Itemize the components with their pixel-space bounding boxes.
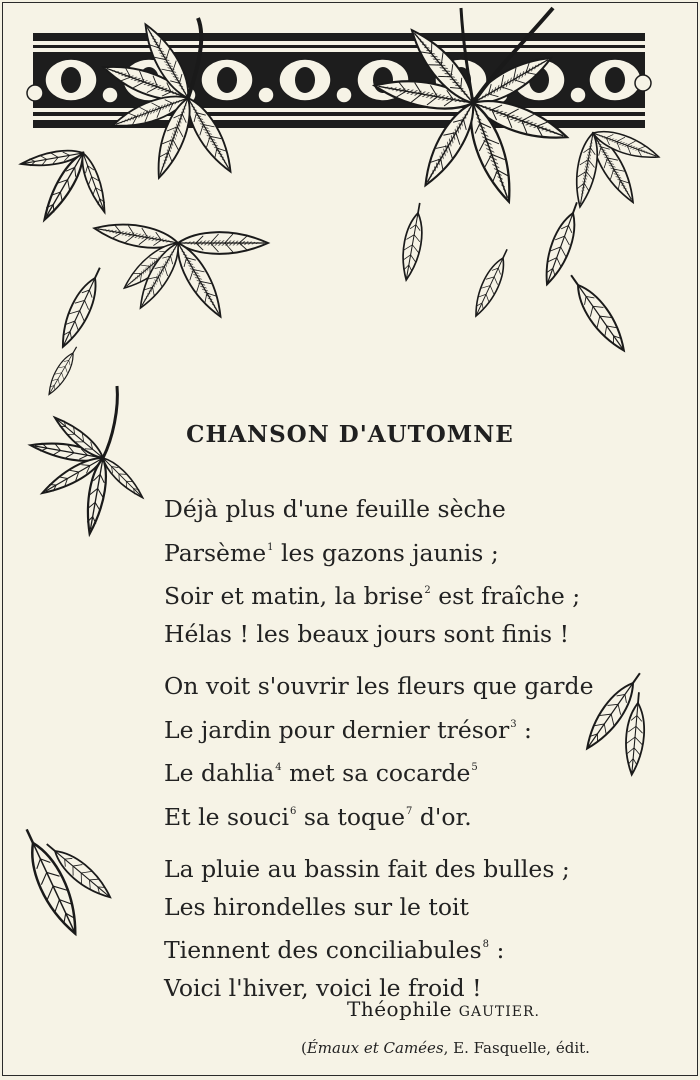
poem-line: Hélas ! les beaux jours sont finis ! <box>164 619 570 648</box>
poem-line: Le jardin pour dernier trésor$^3$ : <box>164 715 532 744</box>
footnote-marker: 2 <box>424 585 431 596</box>
source-publisher: , E. Fasquelle, édit. <box>443 1039 590 1057</box>
falling-leaf <box>44 344 82 398</box>
falling-leaf <box>538 199 585 287</box>
author-signature <box>347 997 540 1021</box>
footnote-marker: 3 <box>510 718 517 730</box>
footnote-marker: 1 <box>267 541 274 553</box>
poem-line: Voici l'hiver, voici le froid ! <box>164 973 482 1002</box>
poem-card <box>2 2 698 1076</box>
source-work: Émaux et Camées <box>306 1039 444 1057</box>
falling-leaf <box>563 270 632 357</box>
poem-line: Et le souci$^6$ sa toque$^7$ d'or. <box>164 802 472 831</box>
leaf-left-top <box>20 147 110 223</box>
chestnut-leaf-lower-left <box>29 386 146 535</box>
poem-body <box>164 491 593 1022</box>
poem-line: Déjà plus d'une feuille sèche <box>164 495 506 523</box>
poem-line: Les hirondelles sur le toit <box>164 892 469 921</box>
chestnut-leaf-middle <box>93 218 268 322</box>
source-citation: (Émaux et Camées, E. Fasquelle, édit. <box>301 1039 590 1057</box>
poem-line: On voit s'ouvrir les fleurs que garde <box>164 672 594 700</box>
stanza-1 <box>164 491 593 653</box>
poem-line: Le dahlia$^4$ met sa cocarde$^5$ <box>164 759 478 787</box>
poem-line: Parsème$^1$ les gazons jaunis ; <box>164 538 499 567</box>
footnote-marker: 4 <box>275 762 282 773</box>
stanza-2 <box>164 668 593 836</box>
footnote-marker: 7 <box>406 805 413 817</box>
falling-leaf-bottom-left <box>16 824 87 939</box>
poem-line: Tiennent des conciliabules$^8$ : <box>164 936 505 964</box>
falling-leaf <box>398 202 428 282</box>
footnote-marker: 8 <box>482 939 490 950</box>
author-last-name: GAUTIER. <box>458 1004 540 1020</box>
author-first-name: Théophile <box>347 997 452 1021</box>
leaf-right-hanging <box>571 125 662 208</box>
footnote-marker: 5 <box>471 762 478 773</box>
poem-line: La pluie au bassin fait des bulles ; <box>164 855 570 883</box>
poem-title: CHANSON D'AUTOMNE <box>186 421 514 448</box>
stanza-3 <box>164 851 593 1007</box>
footnote-marker: 6 <box>289 805 297 817</box>
falling-leaf <box>54 264 108 351</box>
poem-line: Soir et matin, la brise$^2$ est fraîche ; <box>164 582 581 610</box>
falling-leaf <box>469 246 514 319</box>
